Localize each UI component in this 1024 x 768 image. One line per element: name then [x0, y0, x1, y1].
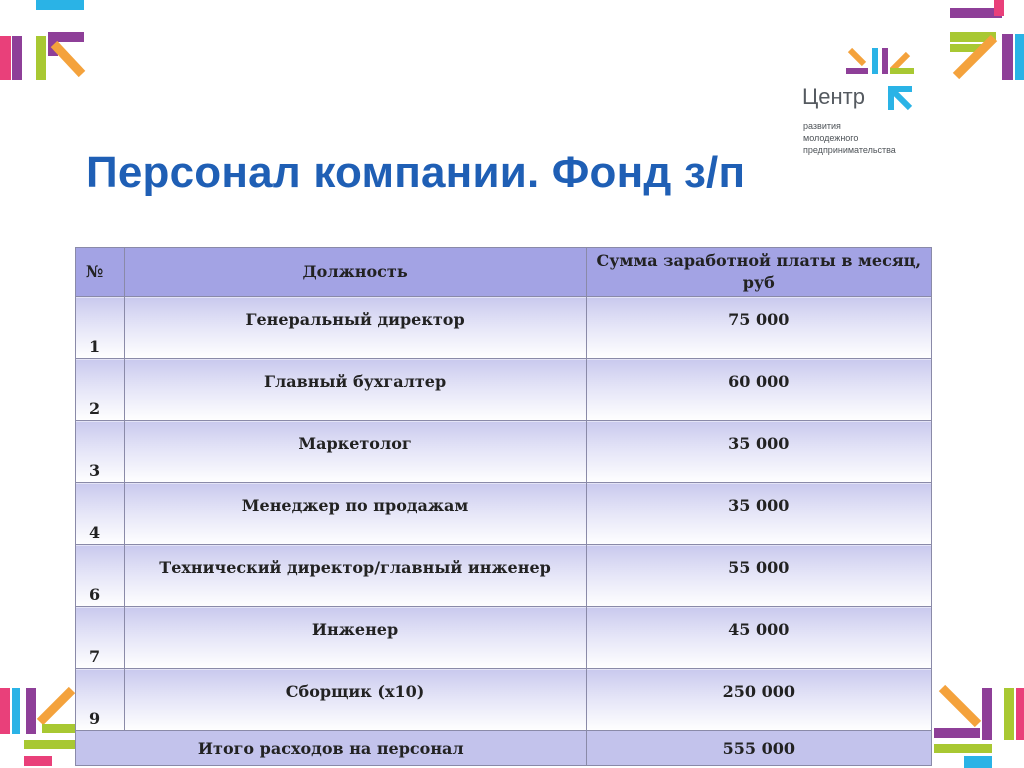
logo-name: Центр [802, 84, 865, 109]
row-number: 3 [76, 421, 125, 483]
table-row [76, 545, 932, 607]
row-number: 2 [76, 359, 125, 421]
row-amount: 35 000 [586, 483, 931, 545]
row-number: 9 [76, 669, 125, 731]
salary-table [75, 247, 932, 766]
header-position: Должность [124, 248, 586, 297]
logo-subtitle-line: предпринимательства [803, 145, 896, 155]
row-number: 7 [76, 607, 125, 669]
row-position: Инженер [124, 607, 586, 669]
row-position: Маркетолог [124, 421, 586, 483]
row-amount: 45 000 [586, 607, 931, 669]
row-amount: 75 000 [586, 297, 931, 359]
logo-subtitle-line: развития [803, 121, 841, 131]
decorative-arrows-top-left [0, 0, 100, 90]
row-position: Главный бухгалтер [124, 359, 586, 421]
table-row [76, 607, 932, 669]
logo-subtitle-line: молодежного [803, 133, 859, 143]
table-header-row [76, 248, 932, 297]
row-position: Менеджер по продажам [124, 483, 586, 545]
row-number: 1 [76, 297, 125, 359]
logo-subtitle [803, 120, 896, 156]
row-position: Генеральный директор [124, 297, 586, 359]
table-row [76, 297, 932, 359]
row-position: Сборщик (х10) [124, 669, 586, 731]
row-position: Технический директор/главный инженер [124, 545, 586, 607]
row-amount: 35 000 [586, 421, 931, 483]
table-row [76, 483, 932, 545]
total-amount: 555 000 [586, 731, 931, 766]
table-total-row [76, 731, 932, 766]
total-label: Итого расходов на персонал [76, 731, 587, 766]
table-row [76, 421, 932, 483]
table-row [76, 359, 932, 421]
slide-title: Персонал компании. Фонд з/п [86, 148, 746, 197]
decorative-arrows-bottom-right [934, 682, 1024, 768]
row-amount: 60 000 [586, 359, 931, 421]
company-logo [800, 44, 960, 164]
row-number: 4 [76, 483, 125, 545]
table-row [76, 669, 932, 731]
header-amount: Сумма заработной платы в месяц, руб [586, 248, 931, 297]
header-number: № [76, 248, 125, 297]
row-number: 6 [76, 545, 125, 607]
row-amount: 55 000 [586, 545, 931, 607]
row-amount: 250 000 [586, 669, 931, 731]
